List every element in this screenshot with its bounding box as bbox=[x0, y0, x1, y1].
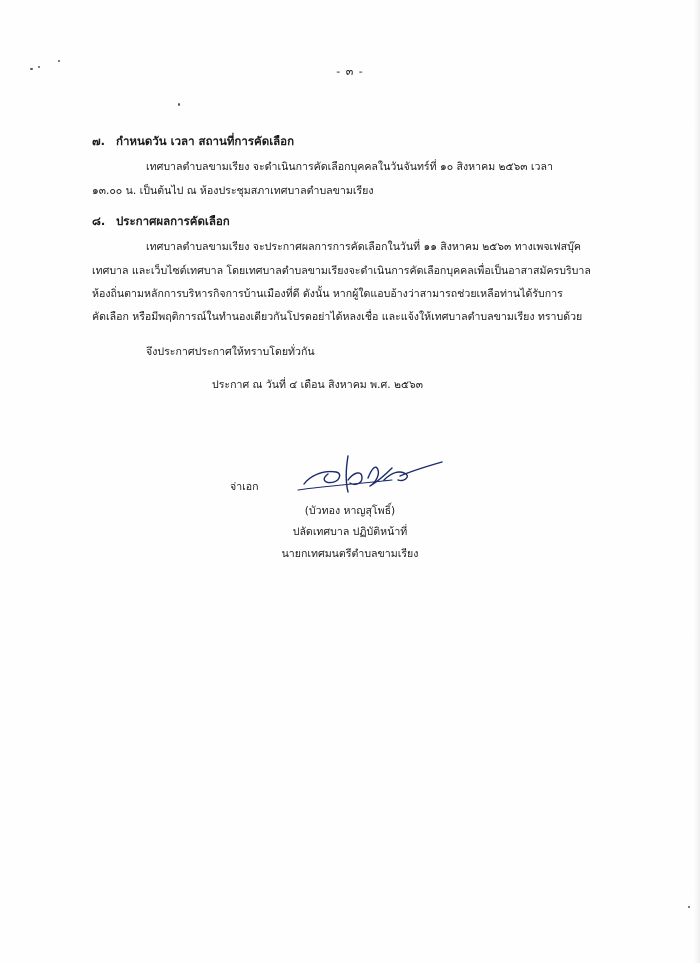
signatory-position-2: นายกเทศมนตรีตำบลขามเรียง bbox=[281, 548, 419, 560]
scan-edge-shadow bbox=[694, 0, 700, 963]
section-8-heading bbox=[92, 213, 230, 231]
section-7-number: ๗. bbox=[92, 134, 106, 148]
scan-speck bbox=[178, 103, 180, 106]
section-8-line-4: คัดเลือก หรือมีพฤติการณ์ในทำนองเดียวกันโปรดอย่าได้หลงเชื่อ และแจ้งให้เทศบาลตำบลขามเรียง ทราบด้วย bbox=[92, 311, 583, 323]
date-line: ประกาศ ณ วันที่ ๔ เดือน สิงหาคม พ.ศ. ๒๕๖๓ bbox=[212, 379, 423, 391]
section-7-line-2: ๑๓.๐๐ น. เป็นต้นไป ณ ห้องประชุมสภาเทศบาลตำบลขามเรียง bbox=[92, 185, 374, 197]
signature-rank: จ่าเอก bbox=[230, 481, 259, 493]
section-8-line-3: ห้องถิ่นตามหลักการบริหารกิจการบ้านเมืองที่ดี ดังนั้น หากผู้ใดแอบอ้างว่าสามารถช่วยเหลือท่านได้รับการ bbox=[92, 288, 563, 300]
section-7-heading bbox=[92, 133, 294, 151]
section-8-line-2: เทศบาล และเว็บไซต์เทศบาล โดยเทศบาลตำบลขามเรียงจะดำเนินการคัดเลือกบุคคลเพื่อเป็นอาสาสมัครบริบาล bbox=[92, 265, 591, 277]
announcement-line: จึงประกาศประกาศให้ทราบโดยทั่วกัน bbox=[146, 346, 315, 358]
handwritten-signature bbox=[296, 450, 446, 498]
section-8-number: ๘. bbox=[92, 214, 106, 228]
page-number: - ๓ - bbox=[336, 65, 364, 78]
section-7-line-1: เทศบาลตำบลขามเรียง จะดำเนินการคัดเลือกบุคคลในวันจันทร์ที่ ๑๐ สิงหาคม ๒๕๖๓ เวลา bbox=[146, 161, 553, 173]
section-8-line-1: เทศบาลตำบลขามเรียง จะประกาศผลการการคัดเลือกในวันที่ ๑๑ สิงหาคม ๒๕๖๓ ทางเพจเฟสบุ๊ค bbox=[146, 241, 581, 253]
section-8-title: ประกาศผลการคัดเลือก bbox=[116, 214, 230, 228]
signatory-name: (บัวทอง หาญสุโพธิ์) bbox=[304, 505, 396, 517]
scan-speck bbox=[688, 906, 690, 908]
section-7-title: กำหนดวัน เวลา สถานที่การคัดเลือก bbox=[116, 134, 295, 148]
signatory-position-1: ปลัดเทศบาล ปฏิบัติหน้าที่ bbox=[292, 526, 408, 538]
